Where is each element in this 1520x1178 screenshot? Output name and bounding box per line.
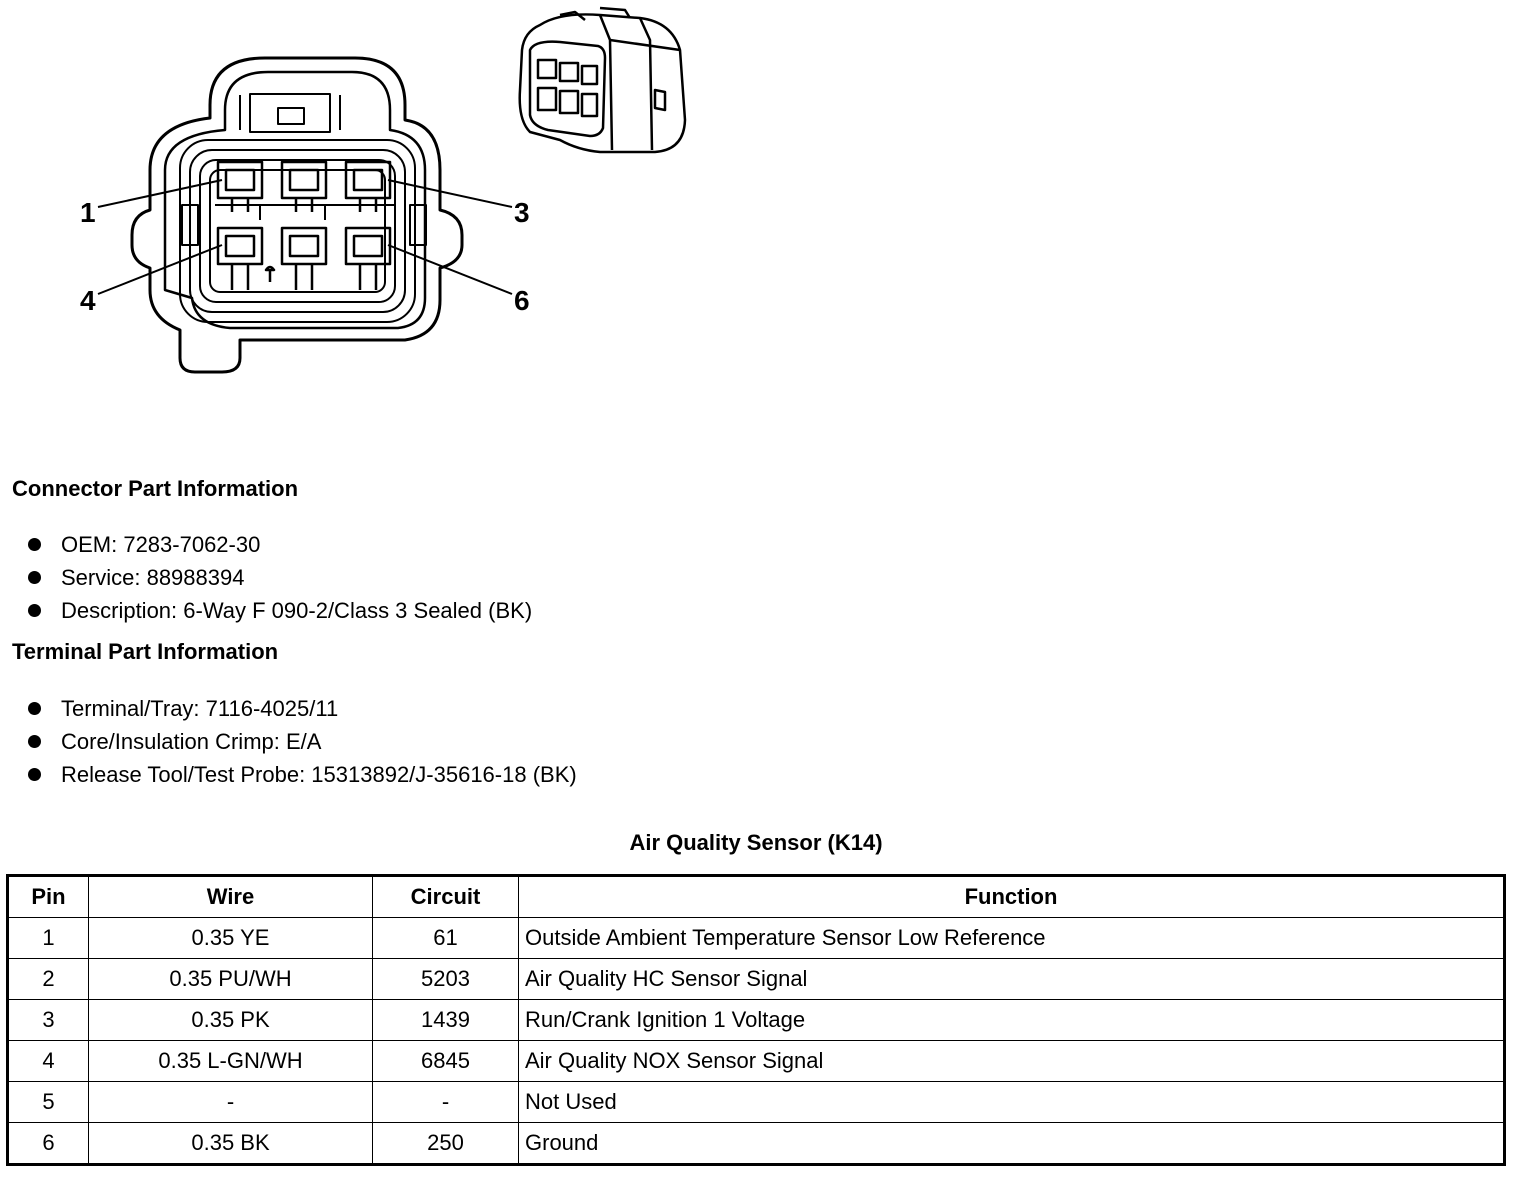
- table-row: [8, 1082, 1505, 1123]
- header-pin: Pin: [8, 876, 89, 918]
- table-row: [8, 1123, 1505, 1165]
- cell-function: Ground: [519, 1123, 1505, 1165]
- cell-wire: -: [89, 1082, 373, 1123]
- connector-info-heading: Connector Part Information: [12, 476, 299, 501]
- cell-pin: 2: [8, 959, 89, 1000]
- callout-pin-3: 3: [514, 197, 530, 228]
- cell-wire: 0.35 PK: [89, 1000, 373, 1041]
- list-item: [28, 528, 532, 561]
- header-wire: Wire: [89, 876, 373, 918]
- list-item-text: Terminal/Tray: 7116-4025/11: [61, 696, 339, 721]
- table-row: [8, 959, 1505, 1000]
- header-circuit: Circuit: [373, 876, 519, 918]
- bullet-icon: [28, 538, 41, 551]
- cell-circuit: 61: [373, 918, 519, 959]
- cell-function: Not Used: [519, 1082, 1505, 1123]
- table-title: Air Quality Sensor (K14): [629, 830, 883, 855]
- table-row: [8, 918, 1505, 959]
- list-item-text: Description: 6-Way F 090-2/Class 3 Sealed (BK): [61, 598, 533, 623]
- bullet-icon: [28, 768, 41, 781]
- connector-diagram: [0, 0, 760, 400]
- connector-iso-view: [520, 8, 685, 152]
- cell-function: Air Quality HC Sensor Signal: [519, 959, 1505, 1000]
- list-item-text: Service: 88988394: [61, 565, 245, 590]
- cell-circuit: 6845: [373, 1041, 519, 1082]
- callout-pin-4: 4: [80, 285, 96, 316]
- cell-circuit: 5203: [373, 959, 519, 1000]
- cell-function: Run/Crank Ignition 1 Voltage: [519, 1000, 1505, 1041]
- list-item-text: OEM: 7283-7062-30: [61, 532, 261, 557]
- cell-circuit: -: [373, 1082, 519, 1123]
- cell-circuit: 1439: [373, 1000, 519, 1041]
- list-item-text: Core/Insulation Crimp: E/A: [61, 729, 322, 754]
- cell-pin: 5: [8, 1082, 89, 1123]
- cell-function: Air Quality NOX Sensor Signal: [519, 1041, 1505, 1082]
- bullet-icon: [28, 735, 41, 748]
- table-row: [8, 1000, 1505, 1041]
- table-row: [8, 1041, 1505, 1082]
- callout-pin-1: 1: [80, 197, 96, 228]
- cell-pin: 1: [8, 918, 89, 959]
- terminal-cavities: [218, 162, 390, 290]
- cell-circuit: 250: [373, 1123, 519, 1165]
- bullet-icon: [28, 702, 41, 715]
- list-item: [28, 725, 577, 758]
- cell-wire: 0.35 YE: [89, 918, 373, 959]
- cell-wire: 0.35 BK: [89, 1123, 373, 1165]
- bullet-icon: [28, 604, 41, 617]
- terminal-info-heading: Terminal Part Information: [12, 639, 279, 664]
- terminal-info-list: [28, 692, 577, 791]
- list-item: [28, 594, 532, 627]
- cell-function: Outside Ambient Temperature Sensor Low Reference: [519, 918, 1505, 959]
- header-function: Function: [519, 876, 1505, 918]
- table-header-row: [8, 876, 1505, 918]
- pinout-table: [6, 874, 1506, 1166]
- cell-wire: 0.35 L-GN/WH: [89, 1041, 373, 1082]
- cell-pin: 4: [8, 1041, 89, 1082]
- callout-pin-6: 6: [514, 285, 530, 316]
- connector-info-list: [28, 528, 532, 627]
- cell-pin: 3: [8, 1000, 89, 1041]
- cell-wire: 0.35 PU/WH: [89, 959, 373, 1000]
- list-item: [28, 758, 577, 791]
- list-item-text: Release Tool/Test Probe: 15313892/J-35616-18 (BK): [61, 762, 577, 787]
- cell-pin: 6: [8, 1123, 89, 1165]
- list-item: [28, 561, 532, 594]
- bullet-icon: [28, 571, 41, 584]
- list-item: [28, 692, 577, 725]
